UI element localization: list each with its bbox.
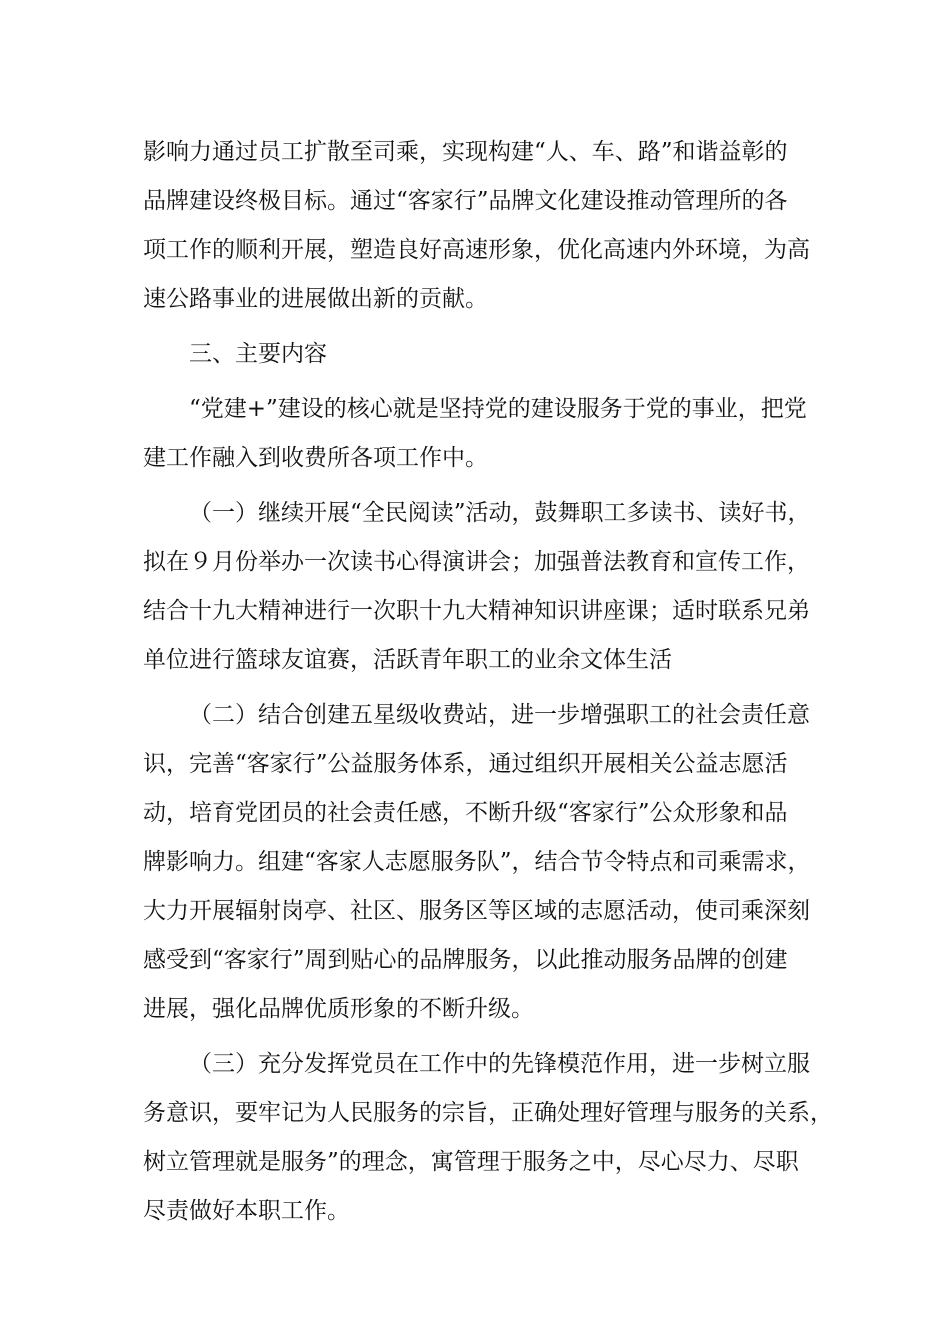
text-line: 影响力通过员工扩散至司乘，实现构建“人、车、路”和谐益彰的 xyxy=(143,139,788,165)
text-line: （二）结合创建五星级收费站，进一步增强职工的社会责任意 xyxy=(189,702,810,728)
text-line: （一）继续开展“全民阅读”活动，鼓舞职工多读书、读好书， xyxy=(189,500,811,526)
text-line: 动，培育党团员的社会责任感，不断升级“客家行”公众形象和品 xyxy=(143,800,788,826)
text-line: 品牌建设终极目标。通过“客家行”品牌文化建设推动管理所的各 xyxy=(143,188,788,214)
text-line: 识，完善“客家行”公益服务体系，通过组织开展相关公益志愿活 xyxy=(143,751,788,777)
paragraph-party-building-core xyxy=(143,385,823,483)
text-line: “党建+”建设的核心就是坚持党的建设服务于党的事业，把党 xyxy=(189,396,807,422)
text-line: 结合十九大精神进行一次职十九大精神知识讲座课；适时联系兄弟 xyxy=(143,598,810,624)
text-line: 建工作融入到收费所各项工作中。 xyxy=(143,445,488,471)
paragraph-item-3 xyxy=(143,1040,833,1236)
text-line: 项工作的顺利开展，塑造良好高速形象，优化高速内外环境，为高 xyxy=(143,237,810,263)
paragraph-item-1 xyxy=(143,489,823,685)
text-line: （三）充分发挥党员在工作中的先锋模范作用，进一步树立服 xyxy=(189,1051,810,1077)
text-line: 拟在９月份举办一次读书心得演讲会；加强普法教育和宣传工作， xyxy=(143,549,810,575)
text-line: 尽责做好本职工作。 xyxy=(143,1198,350,1224)
text-line: 大力开展辐射岗亭、社区、服务区等区域的志愿活动，使司乘深刻 xyxy=(143,898,810,924)
text-line: 进展，强化品牌优质形象的不断升级。 xyxy=(143,996,534,1022)
text-line: 感受到“客家行”周到贴心的品牌服务，以此推动服务品牌的创建 xyxy=(143,947,788,973)
heading-text: 三、主要内容 xyxy=(189,341,327,367)
paragraph-item-2 xyxy=(143,691,823,1034)
text-line: 树立管理就是服务”的理念，寓管理于服务之中，尽心尽力、尽职 xyxy=(143,1149,799,1175)
document-body xyxy=(143,128,833,1242)
text-line: 务意识，要牢记为人民服务的宗旨，正确处理好管理与服务的关系， xyxy=(143,1100,833,1126)
paragraph-intro-continuation xyxy=(143,128,823,324)
text-line: 速公路事业的进展做出新的贡献。 xyxy=(143,286,488,312)
text-line: 牌影响力。组建“客家人志愿服务队”，结合节令特点和司乘需求， xyxy=(143,849,811,875)
section-heading xyxy=(143,330,823,379)
text-line: 单位进行篮球友谊赛，活跃青年职工的业余文体生活 xyxy=(143,647,672,673)
